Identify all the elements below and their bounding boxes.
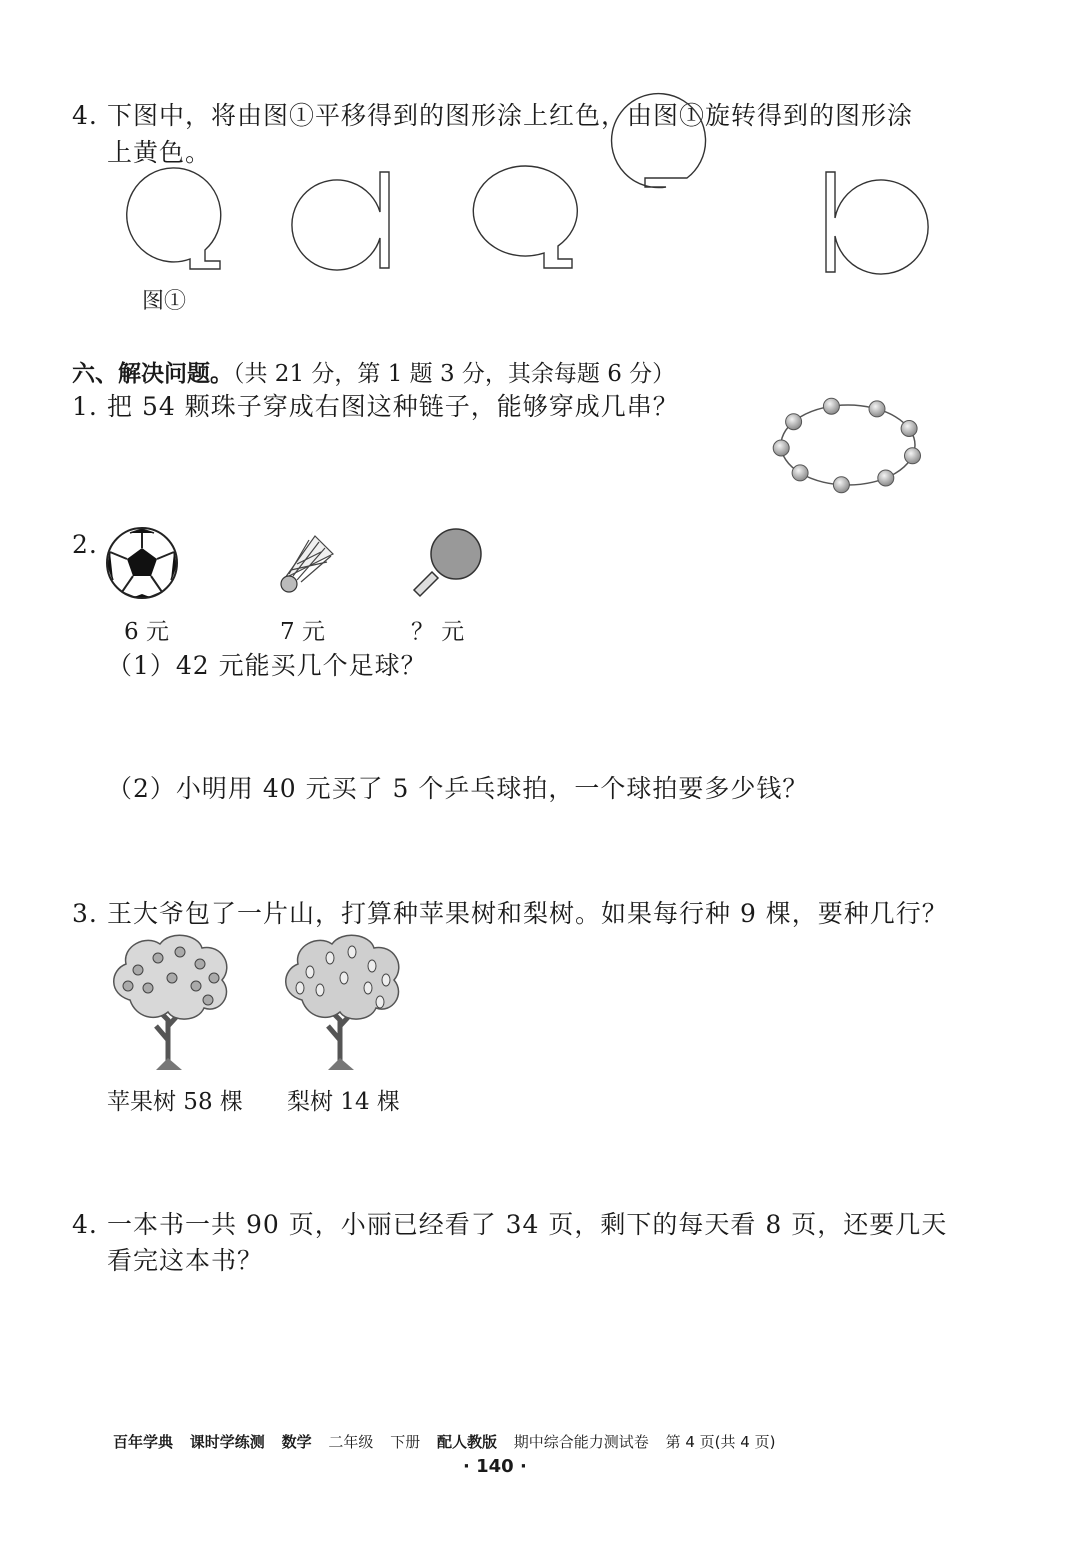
footer-test-name: 期中综合能力测试卷	[513, 1433, 649, 1451]
bead	[901, 421, 917, 437]
p-shape-icon	[826, 172, 928, 274]
q-shape-icon	[127, 168, 221, 269]
page-footer	[113, 1431, 787, 1452]
p4-text-line1: 一本书一共 90 页，小丽已经看了 34 页，剩下的每天看 8 页，还要几天	[107, 1210, 948, 1239]
p4-number: 4.	[72, 1210, 98, 1239]
figure-1-label: 图①	[142, 289, 187, 314]
p1-text: 把 54 颗珠子穿成右图这种链子，能够穿成几串？	[107, 392, 679, 421]
q4-text-line1: 下图中，将由图①平移得到的图形涂上红色，由图①旋转得到的图形涂	[107, 101, 914, 130]
soccer-ball-price: 6 元	[124, 619, 169, 645]
shape-figures	[0, 0, 1080, 320]
bead	[773, 440, 789, 456]
footer-subject: 数学	[281, 1433, 312, 1451]
q-shape-icon	[473, 166, 577, 268]
p4-text-line2: 看完这本书？	[107, 1246, 264, 1275]
bead	[786, 414, 802, 430]
bead	[869, 401, 885, 417]
bead	[792, 465, 808, 481]
ping-pong-paddle-icon	[410, 524, 490, 604]
p2-number: 2.	[72, 530, 98, 559]
p3-text: 王大爷包了一片山，打算种苹果树和梨树。如果每行种 9 棵，要种几行？	[107, 899, 948, 928]
section6-heading	[72, 355, 675, 388]
shuttlecock-icon	[275, 528, 345, 598]
pear-tree-label: 梨树 14 棵	[287, 1089, 400, 1115]
footer-grade: 二年级	[328, 1433, 374, 1451]
shuttlecock-price: 7 元	[280, 619, 325, 645]
p2-subquestion-1: （1）42 元能买几个足球？	[107, 651, 427, 680]
section6-score-note: （共 21 分，第 1 题 3 分，其余每题 6 分）	[233, 361, 676, 387]
d-shape-icon	[292, 172, 389, 270]
apple-tree-label: 苹果树 58 棵	[107, 1089, 243, 1115]
page-number: · 140 ·	[463, 1456, 527, 1477]
rotated-shape-icon	[612, 94, 706, 188]
section6-title: 六、解决问题。	[72, 361, 233, 387]
apple-tree-icon	[108, 930, 238, 1075]
footer-volume: 下册	[390, 1433, 421, 1451]
p2-subquestion-2: （2）小明用 40 元买了 5 个乒乓球拍，一个球拍要多少钱？	[107, 774, 809, 803]
soccer-ball-icon	[105, 526, 185, 606]
bead	[905, 448, 921, 464]
q4-number: 4.	[72, 101, 98, 130]
footer-brand: 百年学典	[113, 1433, 174, 1451]
footer-page-info: 第 4 页(共 4 页)	[665, 1433, 776, 1451]
pear-tree-icon	[280, 930, 410, 1075]
footer-edition: 配人教版	[436, 1433, 497, 1451]
bead	[823, 398, 839, 414]
footer-series: 课时学练测	[189, 1433, 265, 1451]
paddle-price: ？ 元	[411, 619, 465, 645]
p1-number: 1.	[72, 392, 98, 421]
q4-text-line2: 上黄色。	[107, 138, 212, 167]
bead-chain-figure	[770, 395, 930, 505]
bead	[833, 477, 849, 493]
bead	[878, 470, 894, 486]
p3-number: 3.	[72, 899, 98, 928]
